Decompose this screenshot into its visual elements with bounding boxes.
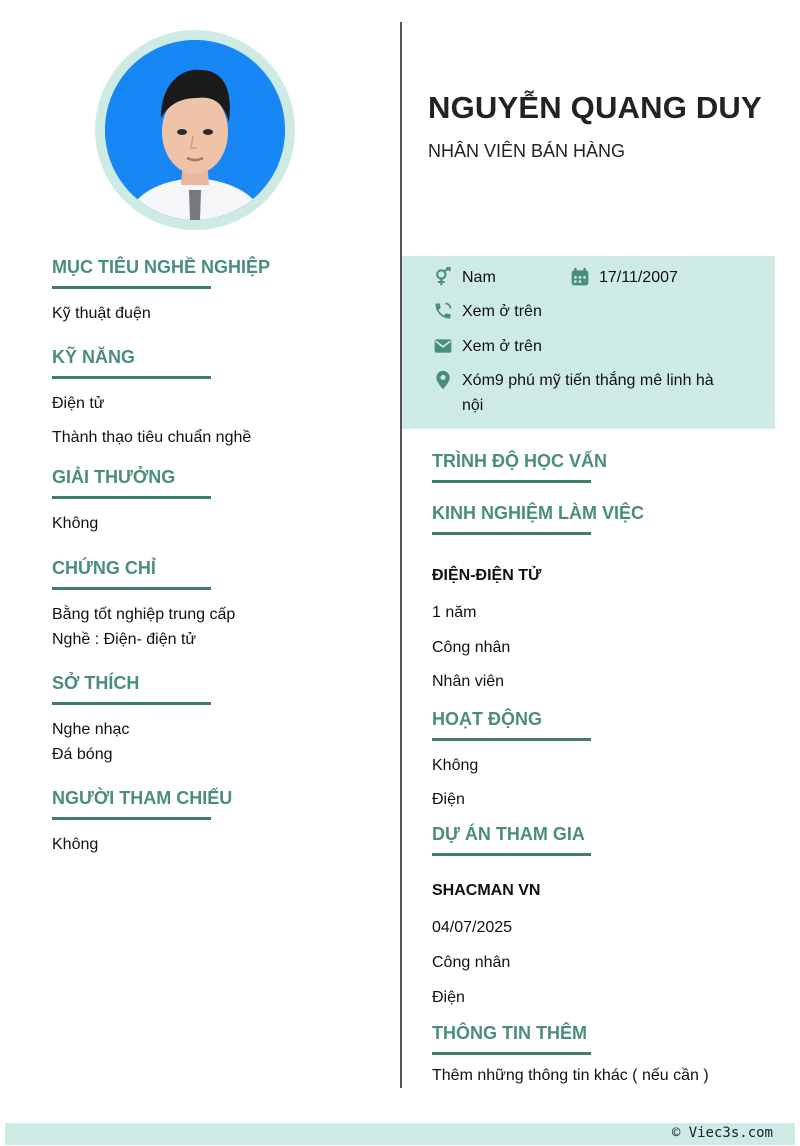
objective-title: MỤC TIÊU NGHỀ NGHIỆP (52, 257, 271, 277)
project-detail: Điện (432, 989, 465, 1006)
gender-icon (432, 266, 454, 288)
certificates-section (52, 558, 382, 673)
column-divider (400, 22, 402, 1088)
certificates-title: CHỨNG CHỈ (52, 558, 156, 578)
extra-info-title: THÔNG TIN THÊM (432, 1023, 587, 1043)
left-column (52, 257, 382, 857)
references-title: NGƯỜI THAM CHIẾU (52, 788, 233, 808)
experience-detail: Nhân viên (432, 673, 505, 690)
avatar-ring (95, 30, 295, 230)
experience-company: ĐIỆN-ĐIỆN TỬ (432, 567, 542, 584)
gender-row (432, 265, 496, 290)
awards-section (52, 467, 382, 558)
birthday-value: 17/11/2007 (599, 269, 678, 286)
avatar (105, 40, 285, 220)
activities-title: HOẠT ĐỘNG (432, 709, 542, 729)
calendar-icon (569, 266, 591, 288)
footer-bar (5, 1123, 795, 1145)
skills-section (52, 347, 382, 467)
hobby-item: Nghe nhạc (52, 721, 130, 738)
objective-section (52, 257, 382, 347)
objective-text: Kỹ thuật đuện (52, 305, 151, 322)
experience-role: Công nhân (432, 639, 511, 656)
location-pin-icon (432, 369, 454, 391)
reference-item: Không (52, 836, 99, 853)
certificate-item: Bằng tốt nghiệp trung cấp (52, 606, 236, 623)
phone-icon (432, 300, 454, 322)
activity-item: Điện (432, 791, 465, 808)
phone-value: Xem ở trên (462, 303, 542, 320)
birthday-row (569, 265, 678, 290)
hobby-item: Đá bóng (52, 746, 113, 763)
hobbies-title: SỞ THÍCH (52, 673, 140, 693)
email-value: Xem ở trên (462, 338, 542, 355)
skills-title: KỸ NĂNG (52, 347, 136, 367)
envelope-icon (432, 335, 454, 357)
address-row (432, 368, 742, 418)
experience-duration: 1 năm (432, 604, 477, 621)
project-role: Công nhân (432, 954, 511, 971)
skill-item: Điện tử (52, 395, 105, 412)
activities-section (432, 709, 777, 812)
contact-info-box (402, 256, 775, 429)
experience-title: KINH NGHIỆM LÀM VIỆC (432, 503, 645, 523)
copyright-text: © Viec3s.com (671, 1125, 773, 1141)
projects-title: DỰ ÁN THAM GIA (432, 824, 585, 844)
extra-info-text: Thêm những thông tin khác ( nếu cần ) (432, 1067, 709, 1084)
address-value (462, 368, 714, 418)
certificate-item: Nghề : Điện- điện tử (52, 631, 197, 648)
phone-row (432, 299, 542, 324)
award-item: Không (52, 515, 99, 532)
address-line-2: nội (462, 397, 484, 414)
candidate-name: NGUYỄN QUANG DUY (428, 90, 762, 125)
project-date: 04/07/2025 (432, 919, 513, 936)
projects-section (432, 824, 777, 1010)
email-row (432, 334, 542, 359)
project-name: SHACMAN VN (432, 882, 541, 899)
education-section (432, 451, 777, 483)
candidate-position: NHÂN VIÊN BÁN HÀNG (428, 141, 626, 161)
references-section (52, 788, 382, 857)
awards-title: GIẢI THƯỞNG (52, 467, 176, 487)
hobbies-section (52, 673, 382, 788)
activity-item: Không (432, 757, 479, 774)
address-line-1: Xóm9 phú mỹ tiến thắng mê linh hà (462, 372, 714, 389)
education-title: TRÌNH ĐỘ HỌC VẤN (432, 451, 607, 471)
skill-item: Thành thạo tiêu chuẩn nghề (52, 429, 252, 446)
gender-value: Nam (462, 269, 496, 286)
extra-info-section (432, 1023, 777, 1088)
experience-section (432, 503, 777, 694)
